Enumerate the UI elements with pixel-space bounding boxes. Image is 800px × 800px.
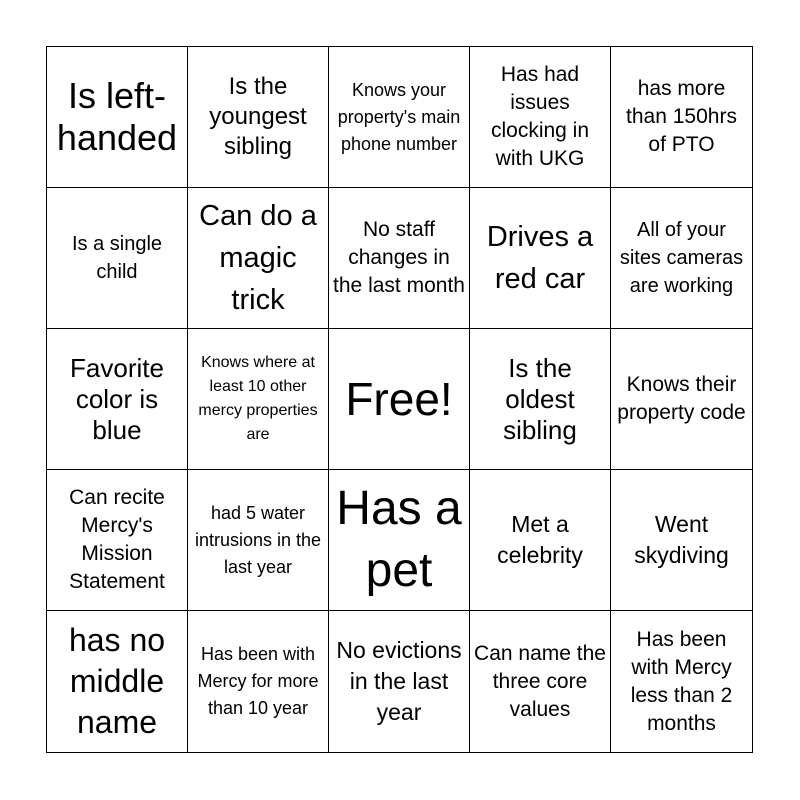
cell-label: Can name the three core values [474, 641, 606, 721]
cell-label: has no middle name [68, 622, 166, 740]
bingo-cell-r5c5[interactable] [611, 611, 752, 752]
bingo-cell-r5c2[interactable] [188, 611, 329, 752]
bingo-cell-r3c3-free[interactable] [329, 329, 470, 470]
cell-label: Knows their property code [617, 373, 746, 424]
cell-label: No staff changes in the last month [333, 218, 465, 297]
cell-label: Went skydiving [634, 511, 729, 568]
bingo-cell-r3c4[interactable] [470, 329, 611, 470]
cell-label: Is a single child [71, 233, 163, 283]
cell-label: Has been with Mercy less than 2 months [630, 627, 733, 735]
bingo-cell-r5c1[interactable] [47, 611, 188, 752]
bingo-cell-r3c2[interactable] [188, 329, 329, 470]
bingo-cell-r2c5[interactable] [611, 188, 752, 329]
bingo-cell-r2c2[interactable] [188, 188, 329, 329]
bingo-cell-r1c5[interactable] [611, 47, 752, 188]
bingo-cell-r3c5[interactable] [611, 329, 752, 470]
bingo-board [46, 46, 753, 753]
bingo-cell-r2c3[interactable] [329, 188, 470, 329]
bingo-cell-r4c3[interactable] [329, 470, 470, 611]
bingo-cell-r1c3[interactable] [329, 47, 470, 188]
cell-label: Is the youngest sibling [209, 73, 307, 160]
bingo-cell-r4c4[interactable] [470, 470, 611, 611]
cell-label: All of your sites cameras are working [619, 219, 744, 297]
cell-label: Is the oldest sibling [503, 352, 577, 445]
bingo-cell-r4c1[interactable] [47, 470, 188, 611]
cell-label: Met a celebrity [497, 511, 583, 568]
bingo-cell-r2c4[interactable] [470, 188, 611, 329]
cell-label: Knows your property's main phone number [337, 79, 461, 154]
cell-label: Is left-handed [56, 75, 178, 158]
cell-label: Knows where at least 10 other mercy properties are [198, 354, 318, 443]
bingo-cell-r2c1[interactable] [47, 188, 188, 329]
cell-label: Favorite color is blue [70, 352, 164, 445]
bingo-cell-r4c2[interactable] [188, 470, 329, 611]
bingo-cell-r1c4[interactable] [470, 47, 611, 188]
cell-label: Drives a red car [486, 221, 594, 295]
cell-label: had 5 water intrusions in the last year [194, 502, 322, 577]
bingo-cell-r3c1[interactable] [47, 329, 188, 470]
cell-label: Has a pet [336, 482, 462, 597]
cell-label: Can recite Mercy's Mission Statement [69, 486, 165, 593]
cell-label: Has been with Mercy for more than 10 year [197, 644, 319, 718]
cell-label: Has had issues clocking in with UKG [490, 63, 590, 170]
bingo-cell-r4c5[interactable] [611, 470, 752, 611]
bingo-cell-r5c4[interactable] [470, 611, 611, 752]
cell-label: has more than 150hrs of PTO [626, 77, 737, 156]
bingo-cell-r1c2[interactable] [188, 47, 329, 188]
cell-label: No evictions in the last year [336, 637, 462, 725]
bingo-cell-r1c1[interactable] [47, 47, 188, 188]
cell-label: Can do a magic trick [199, 200, 317, 316]
bingo-cell-r5c3[interactable] [329, 611, 470, 752]
free-space-label: Free! [345, 373, 453, 425]
